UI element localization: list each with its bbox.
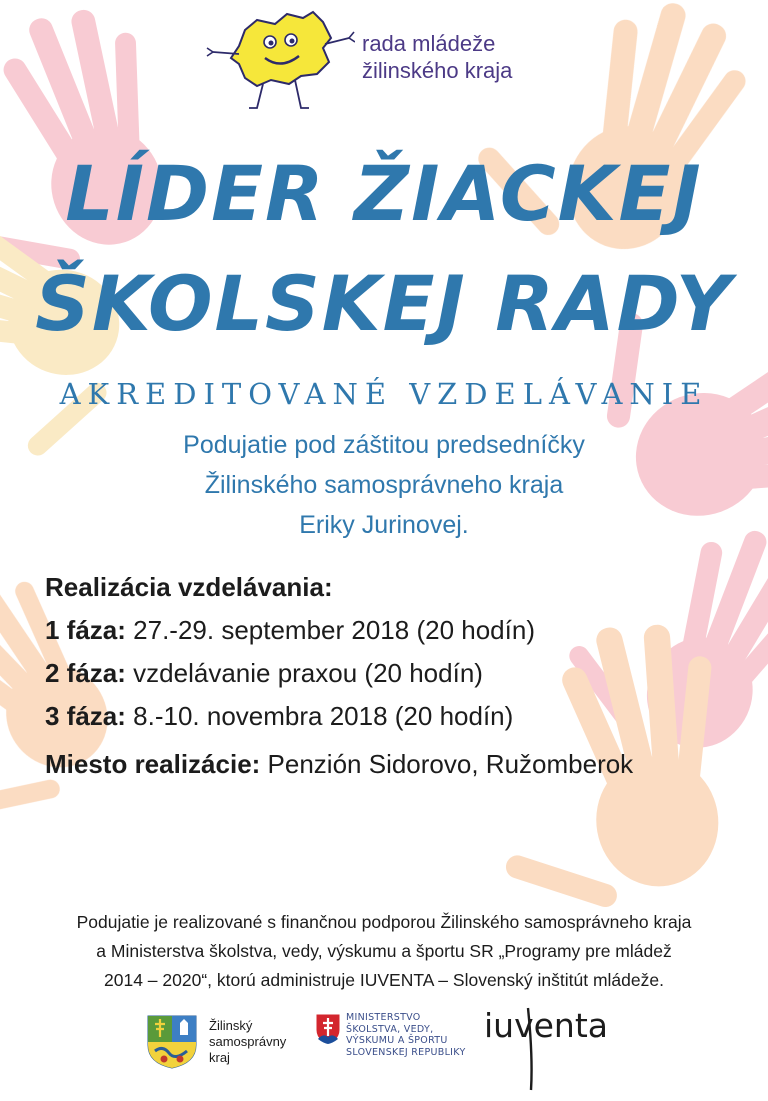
zsk-line1: Žilinský [209,1018,253,1033]
organizer-name-line1: rada mládeže [362,31,496,56]
patronage-line2: Žilinského samosprávneho kraja [204,471,564,499]
schedule-heading [45,566,633,609]
phase-2 [45,652,633,695]
ministry-line4: SLOVENSKEJ REPUBLIKY [346,1046,466,1058]
phase-3 [45,695,633,738]
phase-3-label: 3 fáza: [45,701,126,731]
venue-value: Penzión Sidorovo, Ružomberok [267,749,634,779]
funding-note-line2: a Ministerstva školstva, vedy, výskumu a športu SR „Programy pre mládež [96,941,672,961]
title-line1: LÍDER ŽIACKEJ [65,149,703,238]
patronage-line1: Podujatie pod záštitou predsedníčky [183,431,585,459]
schedule-heading-text: Realizácia vzdelávania: [45,572,333,602]
funding-note-line1: Podujatie je realizované s finančnou podporou Žilinského samosprávneho kraja [76,912,692,932]
patronage-line3: Eriky Jurinovej. [299,511,469,539]
phase-2-label: 2 fáza: [45,658,126,688]
zsk-line2: samosprávny [209,1034,287,1049]
phase-1 [45,609,633,652]
phase-1-value: 27.-29. september 2018 (20 hodín) [133,615,535,645]
mascot-logo [205,8,355,112]
ministry-line3: VÝSKUMU A ŠPORTU [346,1035,448,1046]
schedule [45,566,633,786]
ministry-line1: MINISTERSTVO [346,1012,421,1023]
slovak-coat-of-arms-icon [315,1013,341,1045]
zsk-line3: kraj [209,1050,230,1065]
venue-label: Miesto realizácie: [45,749,261,779]
venue [45,743,633,786]
funding-note [0,908,768,995]
zilina-region-logo-text [209,1018,286,1066]
subtitle: AKREDITOVANÉ VZDELÁVANIE [59,377,709,411]
zilina-region-coat-of-arms-icon [147,1015,197,1069]
phase-2-value: vzdelávanie praxou (20 hodín) [133,658,483,688]
phase-1-label: 1 fáza: [45,615,126,645]
ministry-logo-text [346,1012,466,1058]
phase-3-value: 8.-10. novembra 2018 (20 hodín) [133,701,514,731]
iuventa-logo [484,1002,624,1094]
patronage-text [0,425,768,545]
iuventa-logo-wordmark: iuventa [484,1006,608,1045]
organizer-name-line2: žilinského kraja [362,58,513,83]
ministry-line2: ŠKOLSTVA, VEDY, [346,1023,434,1035]
organizer-name [362,30,512,84]
funding-note-line3: 2014 – 2020“, ktorú administruje IUVENTA – Slovenský inštitút mládeže. [104,970,664,990]
title-line2: ŠKOLSKEJ RADY [35,259,733,348]
